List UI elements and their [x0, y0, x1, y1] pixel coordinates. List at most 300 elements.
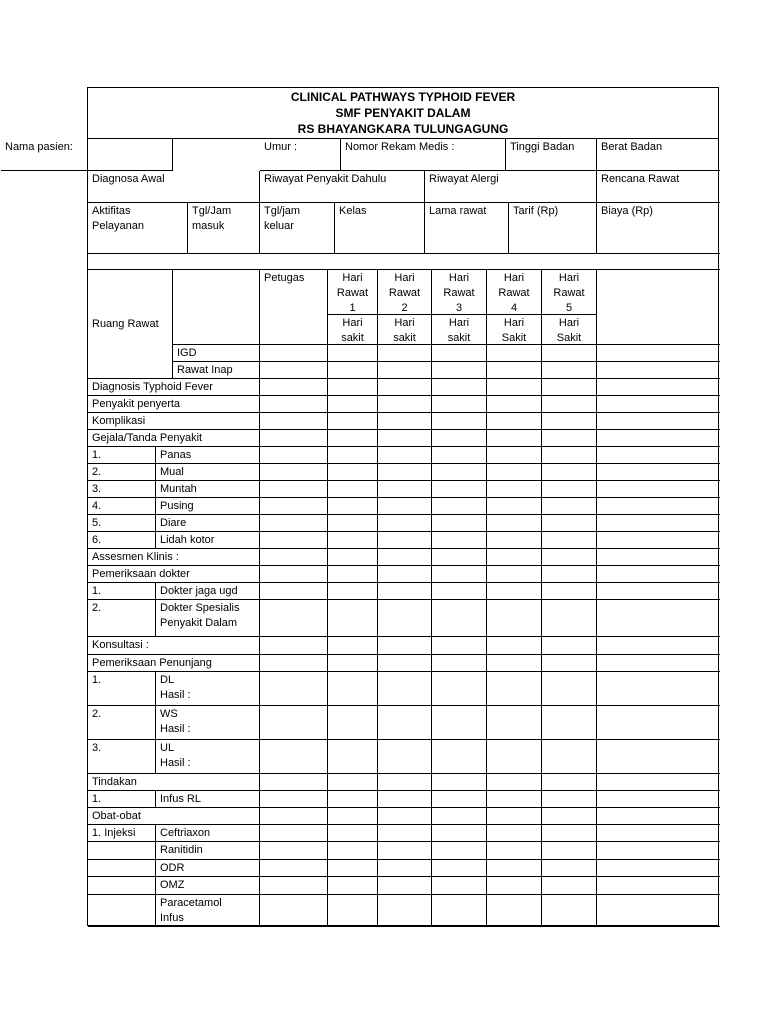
empty-cell [173, 362, 260, 379]
empty-cell [432, 464, 487, 481]
hari-rawat-header: Hari Rawat 3 [432, 270, 487, 315]
empty-cell [597, 637, 720, 655]
spacer-row [88, 254, 720, 270]
empty-cell [173, 791, 260, 808]
patient-name-field: Nama pasien: [1, 139, 173, 171]
discharge-date-field: Tgl/jam keluar [260, 203, 335, 254]
empty-cell [542, 637, 597, 655]
empty-cell [487, 808, 542, 825]
symptom-row-number: 6. [88, 532, 156, 549]
empty-cell [542, 672, 597, 706]
empty-cell [432, 655, 487, 672]
medication-row-number [88, 842, 156, 860]
symptom-row-label: Diare [156, 515, 260, 532]
symptoms-header-row: Gejala/Tanda Penyakit [88, 430, 260, 447]
empty-cell [542, 825, 597, 842]
empty-cell [432, 396, 487, 413]
empty-cell [173, 481, 260, 498]
empty-cell [597, 345, 720, 362]
medication-row-number [88, 877, 156, 895]
procedure-row-label: Infus RL [156, 791, 260, 808]
empty-cell [542, 447, 597, 464]
empty-cell [432, 860, 487, 877]
empty-cell [597, 774, 720, 791]
empty-cell [597, 808, 720, 825]
empty-cell [378, 583, 432, 600]
empty-cell [173, 566, 260, 583]
hari-sakit-header: Hari sakit [328, 315, 378, 345]
empty-cell [378, 895, 432, 927]
empty-cell [432, 774, 487, 791]
empty-cell [260, 532, 328, 549]
empty-cell [378, 566, 432, 583]
hari-sakit-header: Hari Sakit [487, 315, 542, 345]
empty-cell [260, 600, 328, 637]
empty-cell [378, 655, 432, 672]
empty-cell [378, 825, 432, 842]
empty-cell [173, 774, 260, 791]
empty-cell [173, 413, 260, 430]
empty-cell [260, 413, 328, 430]
medication-row-label: Ceftriaxon [156, 825, 260, 842]
empty-cell [173, 637, 260, 655]
empty-cell [378, 481, 432, 498]
empty-cell [173, 430, 260, 447]
empty-cell [432, 345, 487, 362]
empty-cell [432, 672, 487, 706]
supporting-exam-row: Pemeriksaan Penunjang [88, 655, 260, 672]
empty-cell [328, 774, 378, 791]
empty-cell [487, 600, 542, 637]
empty-cell [328, 566, 378, 583]
empty-cell [487, 515, 542, 532]
medical-history-field: Riwayat Penyakit Dahulu [260, 171, 425, 203]
empty-cell [542, 860, 597, 877]
empty-cell [542, 532, 597, 549]
empty-cell [260, 566, 328, 583]
symptom-row-number: 3. [88, 481, 156, 498]
empty-cell [328, 447, 378, 464]
empty-cell [487, 345, 542, 362]
empty-cell [173, 345, 260, 362]
medication-row-number [88, 895, 156, 927]
empty-cell [487, 532, 542, 549]
empty-cell [378, 860, 432, 877]
empty-cell [597, 655, 720, 672]
empty-cell [328, 396, 378, 413]
empty-cell [542, 481, 597, 498]
empty-cell [260, 860, 328, 877]
cost-field: Biaya (Rp) [597, 203, 720, 254]
empty-cell [432, 895, 487, 927]
symptom-row-label: Muntah [156, 481, 260, 498]
empty-cell [173, 515, 260, 532]
empty-cell [328, 825, 378, 842]
empty-cell [260, 396, 328, 413]
symptom-row-label: Lidah kotor [156, 532, 260, 549]
empty-cell [173, 842, 260, 860]
empty-cell [432, 566, 487, 583]
empty-cell [487, 447, 542, 464]
empty-cell [487, 672, 542, 706]
comorbidity-row: Penyakit penyerta [88, 396, 260, 413]
allergy-history-field: Riwayat Alergi [425, 171, 597, 203]
consultation-row: Konsultasi : [88, 637, 260, 655]
empty-cell [378, 413, 432, 430]
initial-diagnosis-field: Diagnosa Awal [88, 171, 260, 203]
empty-cell [487, 895, 542, 927]
empty-cell [328, 877, 378, 895]
empty-cell [432, 637, 487, 655]
empty-cell [378, 842, 432, 860]
empty-cell [542, 430, 597, 447]
empty-cell [432, 791, 487, 808]
empty-cell [487, 498, 542, 515]
empty-cell [487, 877, 542, 895]
empty-cell [542, 791, 597, 808]
empty-cell [432, 549, 487, 566]
empty-cell [328, 515, 378, 532]
symptom-row-number: 2. [88, 464, 156, 481]
hospital-name: RS BHAYANGKARA TULUNGAGUNG [297, 122, 509, 136]
empty-cell [597, 860, 720, 877]
empty-cell [432, 600, 487, 637]
empty-cell [378, 447, 432, 464]
empty-cell [378, 549, 432, 566]
department-name: SMF PENYAKIT DALAM [335, 106, 471, 120]
empty-cell [542, 345, 597, 362]
empty-cell [597, 379, 720, 396]
empty-cell [487, 842, 542, 860]
diagnosis-row: Diagnosis Typhoid Fever [88, 379, 260, 396]
empty-cell [328, 672, 378, 706]
lab-row-number: 1. [88, 672, 156, 706]
empty-cell [260, 706, 328, 740]
empty-cell [597, 515, 720, 532]
doctor-row-number: 1. [88, 583, 156, 600]
empty-cell [597, 791, 720, 808]
empty-cell [378, 706, 432, 740]
form-header [88, 88, 718, 139]
empty-cell [487, 413, 542, 430]
empty-cell [542, 877, 597, 895]
empty-cell [260, 583, 328, 600]
symptom-row-label: Panas [156, 447, 260, 464]
empty-cell [597, 672, 720, 706]
empty-cell [487, 825, 542, 842]
empty-cell [328, 464, 378, 481]
empty-cell [260, 345, 328, 362]
empty-cell [597, 706, 720, 740]
empty-cell [487, 637, 542, 655]
empty-cell [432, 706, 487, 740]
empty-cell [260, 362, 328, 379]
empty-cell [432, 825, 487, 842]
empty-cell [432, 481, 487, 498]
empty-cell [597, 413, 720, 430]
empty-cell [378, 532, 432, 549]
hari-rawat-header: Hari Rawat 5 [542, 270, 597, 315]
empty-cell [260, 447, 328, 464]
empty-cell [597, 877, 720, 895]
empty-cell [260, 464, 328, 481]
empty-cell [328, 600, 378, 637]
empty-cell [173, 583, 260, 600]
empty-cell [542, 549, 597, 566]
empty-cell [487, 791, 542, 808]
weight-field: Berat Badan [597, 139, 720, 171]
empty-cell [260, 481, 328, 498]
service-activity-field: Aktifitas Pelayanan [88, 203, 188, 254]
medication-row-number [88, 860, 156, 877]
empty-cell [378, 808, 432, 825]
empty-cell [328, 379, 378, 396]
symptom-row-number: 1. [88, 447, 156, 464]
empty-cell [597, 396, 720, 413]
lab-row-label: WS Hasil : [156, 706, 260, 740]
empty-cell [597, 566, 720, 583]
empty-cell [328, 637, 378, 655]
empty-cell [542, 566, 597, 583]
hari-sakit-header: Hari Sakit [542, 315, 597, 345]
empty-cell [597, 447, 720, 464]
empty-cell [260, 515, 328, 532]
empty-cell [378, 672, 432, 706]
empty-cell [378, 464, 432, 481]
empty-cell [378, 740, 432, 774]
empty-cell [173, 740, 260, 774]
empty-cell [378, 791, 432, 808]
empty-cell [173, 498, 260, 515]
empty-cell [328, 430, 378, 447]
empty-cell [328, 655, 378, 672]
empty-cell [173, 808, 260, 825]
empty-cell [378, 430, 432, 447]
empty-cell [542, 600, 597, 637]
care-plan-field: Rencana Rawat [597, 171, 720, 203]
empty-cell [487, 860, 542, 877]
tariff-field: Tarif (Rp) [509, 203, 597, 254]
empty-cell [173, 447, 260, 464]
empty-cell [378, 345, 432, 362]
empty-cell [542, 396, 597, 413]
medication-row-label: ODR [156, 860, 260, 877]
empty-cell [260, 774, 328, 791]
empty-cell [378, 637, 432, 655]
clinical-pathway-form [5, 87, 719, 926]
empty-cell [378, 600, 432, 637]
empty-cell [432, 583, 487, 600]
empty-cell [173, 270, 260, 345]
empty-cell [260, 842, 328, 860]
empty-cell [597, 270, 720, 345]
empty-cell [328, 895, 378, 927]
empty-cell [328, 860, 378, 877]
empty-cell [328, 481, 378, 498]
doctor-row-label: Dokter jaga ugd [156, 583, 260, 600]
empty-cell [260, 825, 328, 842]
empty-cell [542, 464, 597, 481]
empty-cell [487, 549, 542, 566]
empty-cell [487, 706, 542, 740]
empty-cell [597, 481, 720, 498]
empty-cell [487, 362, 542, 379]
empty-cell [328, 345, 378, 362]
lab-row-number: 2. [88, 706, 156, 740]
symptom-row-label: Mual [156, 464, 260, 481]
symptom-row-label: Pusing [156, 498, 260, 515]
empty-cell [328, 362, 378, 379]
empty-cell [260, 655, 328, 672]
hari-sakit-header: Hari sakit [378, 315, 432, 345]
empty-cell [432, 362, 487, 379]
empty-cell [328, 549, 378, 566]
empty-cell [173, 532, 260, 549]
empty-cell [328, 413, 378, 430]
empty-cell [378, 515, 432, 532]
complication-row: Komplikasi [88, 413, 260, 430]
medication-header-row: Obat-obat [88, 808, 260, 825]
empty-cell [260, 430, 328, 447]
empty-cell [432, 532, 487, 549]
empty-cell [378, 362, 432, 379]
clinical-assessment-row: Assesmen Klinis : [88, 549, 260, 566]
empty-cell [432, 413, 487, 430]
empty-cell [597, 600, 720, 637]
empty-cell [597, 549, 720, 566]
empty-cell [542, 583, 597, 600]
ruang-rawat-label: Ruang Rawat [88, 270, 173, 379]
igd-label: IGD [173, 345, 260, 362]
petugas-header: Petugas [260, 270, 328, 345]
doctor-row-label: Dokter Spesialis Penyakit Dalam [156, 600, 260, 637]
admission-date-field: Tgl/Jam masuk [188, 203, 260, 254]
empty-cell [328, 498, 378, 515]
empty-cell [328, 706, 378, 740]
empty-cell [542, 808, 597, 825]
empty-cell [542, 895, 597, 927]
class-field: Kelas [335, 203, 425, 254]
empty-cell [378, 877, 432, 895]
empty-cell [542, 774, 597, 791]
empty-cell [542, 740, 597, 774]
empty-cell [597, 842, 720, 860]
empty-cell [542, 655, 597, 672]
empty-cell [173, 655, 260, 672]
doctor-row-number: 2. [88, 600, 156, 637]
empty-cell [378, 498, 432, 515]
empty-cell [487, 464, 542, 481]
empty-cell [328, 842, 378, 860]
empty-cell [432, 842, 487, 860]
empty-cell [260, 895, 328, 927]
empty-cell [597, 498, 720, 515]
empty-cell [173, 600, 260, 637]
empty-cell [260, 379, 328, 396]
empty-cell [173, 706, 260, 740]
empty-cell [260, 637, 328, 655]
form-title: CLINICAL PATHWAYS TYPHOID FEVER [290, 90, 516, 104]
age-field: Umur : [260, 139, 341, 171]
empty-cell [328, 740, 378, 774]
empty-cell [487, 481, 542, 498]
rawat-inap-label: Rawat Inap [173, 362, 260, 379]
empty-cell [432, 877, 487, 895]
medical-record-field: Nomor Rekam Medis : [341, 139, 506, 171]
medication-row-label: Ranitidin [156, 842, 260, 860]
empty-cell [432, 447, 487, 464]
empty-cell [328, 583, 378, 600]
empty-cell [378, 379, 432, 396]
empty-cell [173, 672, 260, 706]
empty-cell [260, 791, 328, 808]
empty-cell [328, 808, 378, 825]
lab-row-label: UL Hasil : [156, 740, 260, 774]
doctor-exam-row: Pemeriksaan dokter [88, 566, 260, 583]
medication-row-label: Paracetamol Infus [156, 895, 260, 927]
lab-row-label: DL Hasil : [156, 672, 260, 706]
empty-cell [260, 549, 328, 566]
empty-cell [487, 379, 542, 396]
symptom-row-number: 5. [88, 515, 156, 532]
empty-cell [542, 413, 597, 430]
hari-rawat-header: Hari Rawat 4 [487, 270, 542, 315]
empty-cell [328, 791, 378, 808]
procedure-header-row: Tindakan [88, 774, 260, 791]
empty-cell [487, 655, 542, 672]
empty-cell [173, 825, 260, 842]
empty-cell [432, 379, 487, 396]
empty-cell [432, 515, 487, 532]
empty-cell [432, 430, 487, 447]
empty-cell [173, 464, 260, 481]
empty-cell [260, 877, 328, 895]
empty-cell [378, 774, 432, 791]
empty-cell [328, 532, 378, 549]
empty-cell [432, 740, 487, 774]
hari-rawat-header: Hari Rawat 1 [328, 270, 378, 315]
empty-cell [597, 464, 720, 481]
empty-cell [260, 498, 328, 515]
empty-cell [487, 583, 542, 600]
empty-cell [597, 740, 720, 774]
empty-cell [487, 740, 542, 774]
empty-cell [542, 515, 597, 532]
height-field: Tinggi Badan [506, 139, 597, 171]
empty-cell [378, 396, 432, 413]
hari-rawat-header: Hari Rawat 2 [378, 270, 432, 315]
empty-cell [432, 808, 487, 825]
lab-row-number: 3. [88, 740, 156, 774]
empty-cell [597, 362, 720, 379]
empty-cell [542, 706, 597, 740]
empty-cell [542, 362, 597, 379]
empty-cell [597, 583, 720, 600]
empty-cell [173, 877, 260, 895]
length-of-stay-field: Lama rawat [425, 203, 509, 254]
empty-cell [260, 672, 328, 706]
empty-cell [597, 895, 720, 927]
empty-cell [542, 379, 597, 396]
empty-cell [173, 549, 260, 566]
empty-cell [597, 825, 720, 842]
empty-cell [487, 566, 542, 583]
empty-cell [260, 740, 328, 774]
empty-cell [487, 396, 542, 413]
symptom-row-number: 4. [88, 498, 156, 515]
empty-cell [597, 532, 720, 549]
medication-row-label: OMZ [156, 877, 260, 895]
